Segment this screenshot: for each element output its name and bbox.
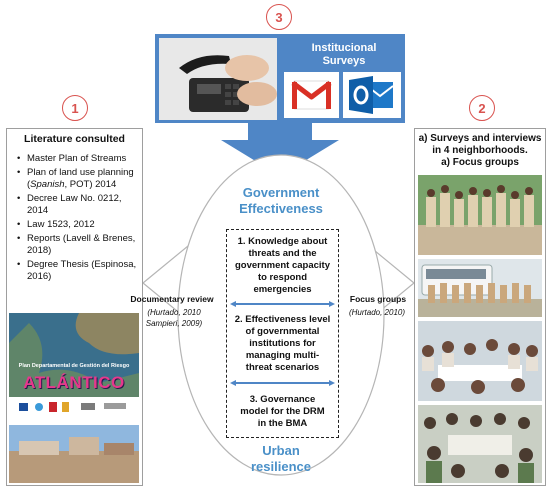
institutional-surveys-title: Institucional Surveys bbox=[311, 42, 377, 67]
steps-box bbox=[226, 229, 339, 438]
surveys-title: a) Surveys and interviews in 4 neighborhoods. a) Focus groups bbox=[418, 133, 542, 168]
documentary-review-label: Documentary review bbox=[130, 294, 214, 304]
list-item: • Plan of land use planning (Spanish, POT) 2014 bbox=[17, 167, 141, 191]
telephone-photo bbox=[159, 38, 277, 120]
list-item: • Degree Thesis (Espinosa, 2016) bbox=[17, 259, 141, 283]
literature-title: Literature consulted bbox=[24, 133, 125, 145]
step-1: 1. Knowledge about threats and the government capacity to respond emergencies bbox=[234, 236, 331, 295]
group-photo-2 bbox=[418, 259, 542, 317]
outlook-icon bbox=[343, 72, 401, 118]
marker-2: 2 bbox=[469, 95, 495, 121]
poster-title: ATLÁNTICO bbox=[23, 373, 125, 392]
focus-groups-citation: (Hurtado, 2010) bbox=[348, 308, 406, 317]
focus-groups-panel bbox=[414, 128, 546, 486]
group-photo-3 bbox=[418, 321, 542, 401]
list-item: • Master Plan of Streams bbox=[17, 153, 141, 165]
step-2: 2. Effectiveness level of governmental institutions for managing multi- threat scenarios bbox=[234, 314, 331, 373]
list-item: • Reports (Lavell & Brenes, 2018) bbox=[17, 233, 141, 257]
step-3: 3. Governance model for the DRM in the BMA bbox=[240, 394, 325, 429]
poster-subtitle: Plan Departamental de Gestión del Riesgo bbox=[18, 363, 130, 369]
marker-3: 3 bbox=[266, 4, 292, 30]
literature-list bbox=[17, 153, 141, 285]
list-item: • Decree Law No. 0212, 2014 bbox=[17, 193, 141, 217]
focus-groups-label: Focus groups bbox=[349, 294, 407, 304]
group-photo-1 bbox=[418, 175, 542, 255]
literature-panel bbox=[6, 128, 143, 486]
group-photo-4 bbox=[418, 405, 542, 483]
government-effectiveness-label: Government Effectiveness bbox=[239, 185, 323, 216]
double-arrow-icon bbox=[230, 380, 335, 386]
atlantico-poster bbox=[9, 313, 139, 483]
list-item: • Law 1523, 2012 bbox=[17, 219, 141, 231]
double-arrow-icon bbox=[230, 301, 335, 307]
gmail-icon bbox=[284, 72, 339, 118]
documentary-review-citation: (Hurtado, 2010 Sampieri, 2009) bbox=[145, 308, 203, 328]
marker-1: 1 bbox=[62, 95, 88, 121]
institutional-surveys-panel bbox=[155, 34, 405, 123]
urban-resilience-label: Urban resilience bbox=[251, 443, 311, 474]
